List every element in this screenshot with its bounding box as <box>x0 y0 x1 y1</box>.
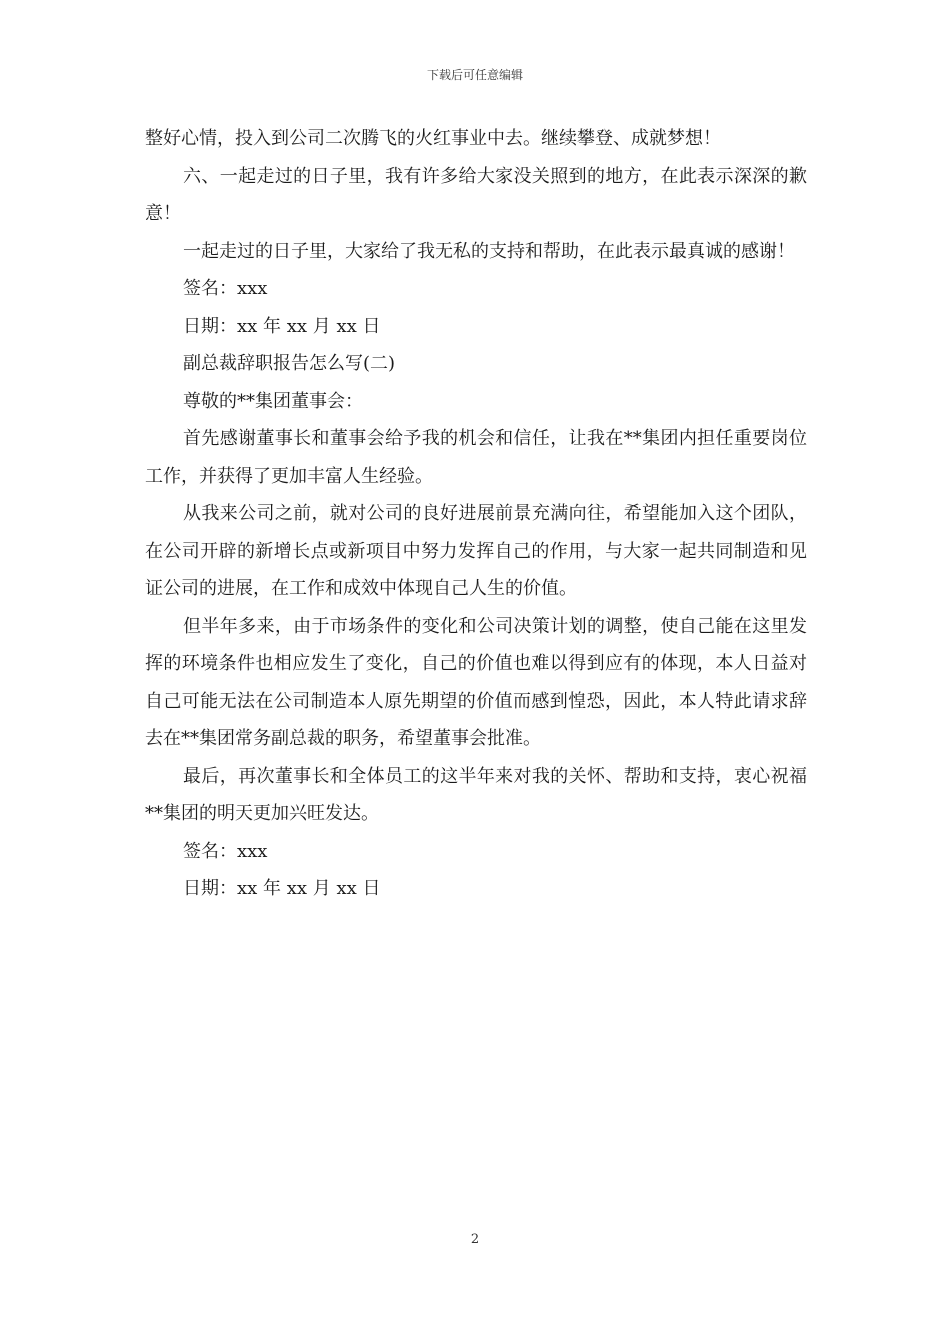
page-number: 2 <box>470 1232 480 1247</box>
paragraph-closing: 最后，再次董事长和全体员工的这半年来对我的关怀、帮助和支持，衷心祝福**集团的明天更加兴旺发达。 <box>145 765 807 824</box>
section-title: 副总裁辞职报告怎么写(二) <box>183 353 396 374</box>
date-line: 日期：xx 年 xx 月 xx 日 <box>183 878 381 899</box>
page-header: 下载后可任意编辑 <box>426 68 523 82</box>
paragraph-motivation: 从我来公司之前，就对公司的良好进展前景充满向往，希望能加入这个团队，在公司开辟的新增长点或新项目中努力发挥自己的作用，与大家一起共同制造和见证公司的进展，在工作和成效中体现自己人生的价值。 <box>145 503 807 599</box>
signature-line: 签名：xxx <box>183 278 268 299</box>
document-body <box>145 120 807 908</box>
paragraph-gratitude: 首先感谢董事长和董事会给予我的机会和信任，让我在**集团内担任重要岗位工作，并获得了更加丰富人生经验。 <box>145 428 807 487</box>
paragraph-apology: 六、一起走过的日子里，我有许多给大家没关照到的地方，在此表示深深的歉意！ <box>145 165 807 224</box>
salutation: 尊敬的**集团董事会： <box>183 390 363 412</box>
date-line: 日期：xx 年 xx 月 xx 日 <box>183 315 381 337</box>
paragraph-thanks: 一起走过的日子里，大家给了我无私的支持和帮助，在此表示最真诚的感谢！ <box>183 240 795 262</box>
signature-line: 签名：xxx <box>183 840 268 862</box>
paragraph-resignation-reason: 但半年多来，由于市场条件的变化和公司决策计划的调整，使自己能在这里发挥的环境条件也相应发生了变化，自己的价值也难以得到应有的体现，本人日益对自己可能无法在公司制造本人原先期望的价值而感到惶恐，因此，本人特此请求辞去在**集团常务副总裁的职务，希望董事会批准。 <box>145 615 807 749</box>
paragraph-continuation: 整好心情，投入到公司二次腾飞的火红事业中去。继续攀登、成就梦想！ <box>145 128 721 149</box>
